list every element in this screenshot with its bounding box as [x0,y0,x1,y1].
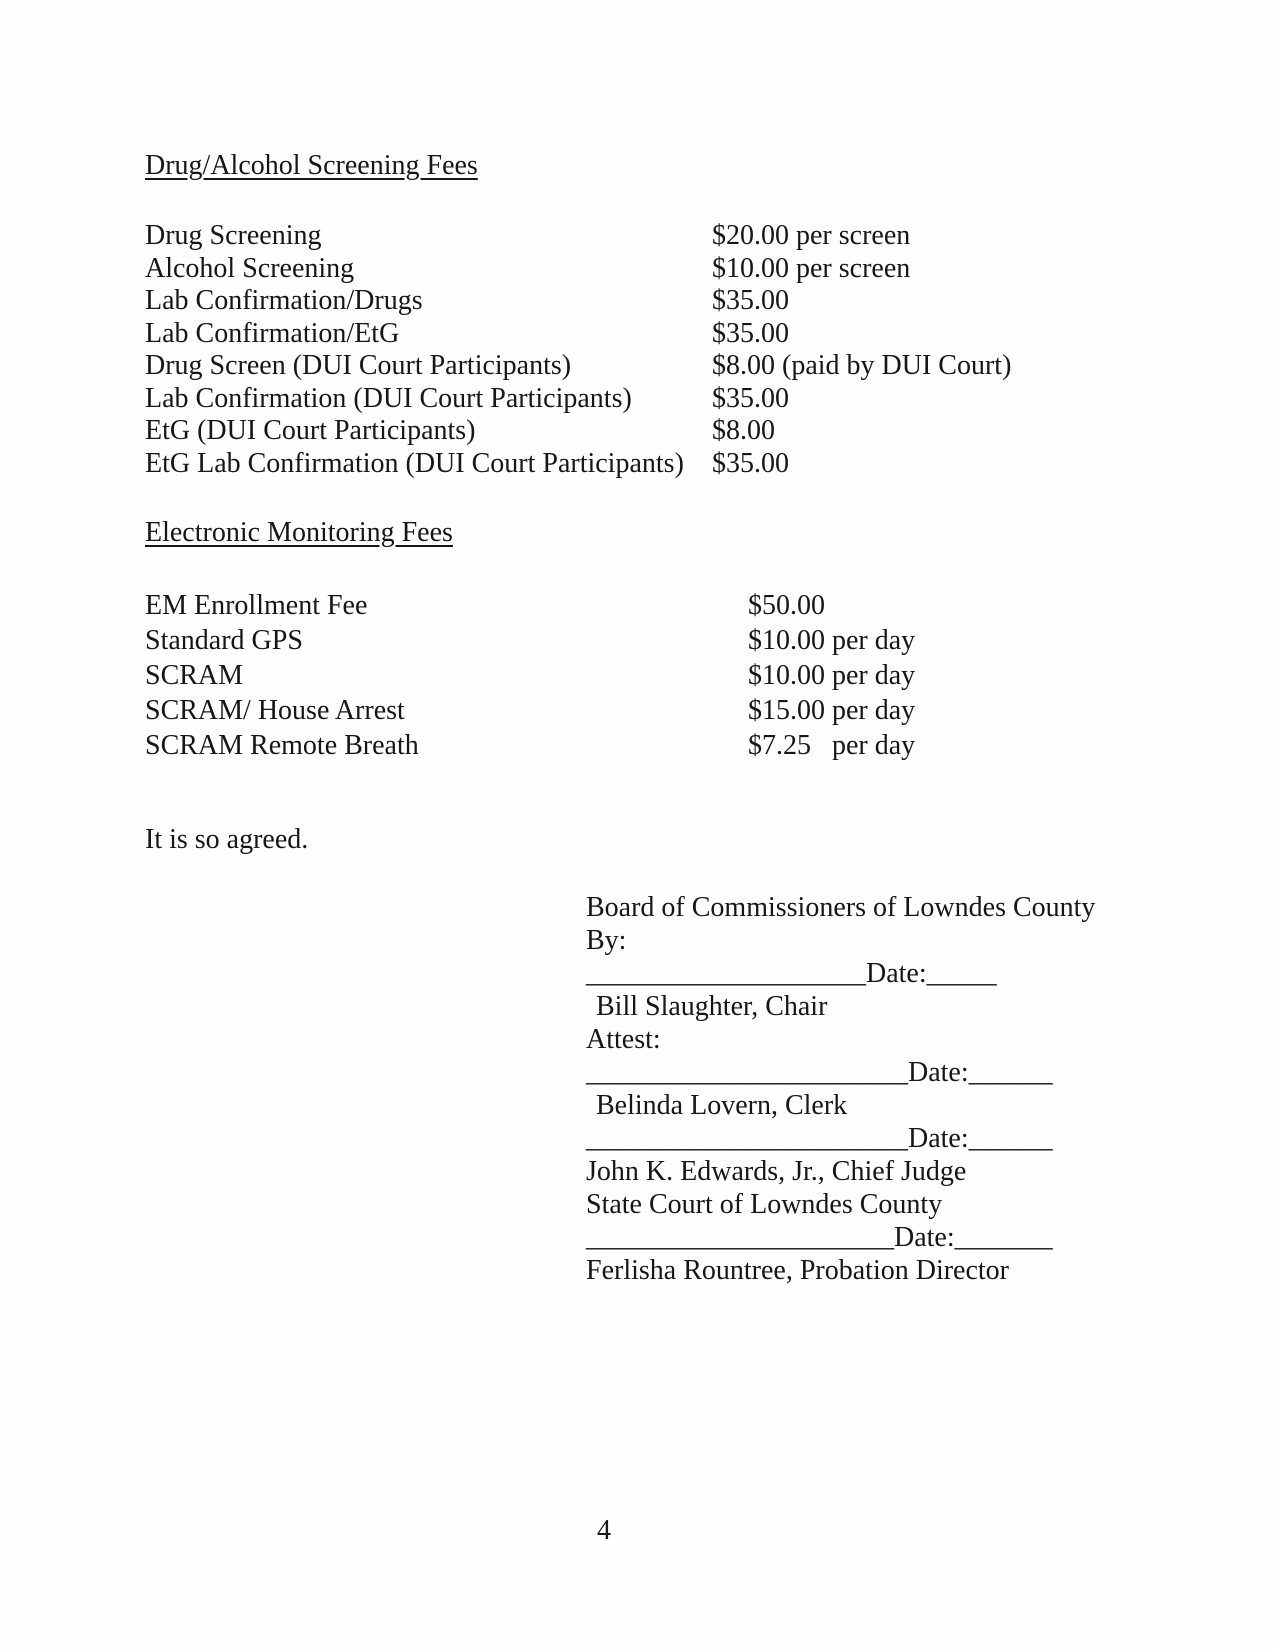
signature-block [586,891,1206,1287]
fee-row [145,285,1011,318]
fee-row [145,693,915,728]
fee-value: $35.00 [712,382,789,414]
fee-row [145,588,915,623]
fee-label: Lab Confirmation/Drugs [145,285,423,316]
signature-rule: ____________________ [586,958,866,989]
fee-label: EM Enrollment Fee [145,590,368,621]
fee-row [145,728,915,763]
fee-row [145,350,1011,383]
fee-row [145,318,1011,351]
by-label: By: [586,925,627,956]
fee-row [145,623,915,658]
fee-label: EtG Lab Confirmation (DUI Court Participants) [145,447,684,479]
date-rule: ______ [968,1123,1053,1154]
fee-row [145,658,915,693]
fee-value: $35.00 [712,447,789,479]
fee-value: $15.00 per day [748,695,916,726]
fee-row [145,415,1011,448]
fee-value: $8.00 (paid by DUI Court) [712,350,1012,381]
fee-label: Alcohol Screening [145,252,355,284]
fee-label: EtG (DUI Court Participants) [145,415,476,446]
fee-value: $7.25 per day [748,730,916,761]
fee-row [145,220,1011,253]
fee-value: $10.00 per screen [712,252,911,284]
signer-name: Ferlisha Rountree, Probation Director [586,1255,1010,1286]
fee-table-electronic-monitoring [145,588,915,763]
signature-rule: _______________________ [586,1057,908,1088]
fee-value: $35.00 [712,317,789,349]
fee-label: Drug Screening [145,220,322,251]
fee-label: Lab Confirmation/EtG [145,317,400,349]
fee-row [145,448,1011,481]
fee-row [145,253,1011,286]
signer-title: State Court of Lowndes County [586,1189,943,1220]
fee-value: $35.00 [712,285,789,316]
attest-label: Attest: [586,1024,661,1055]
signature-rule: _______________________ [586,1123,908,1154]
fee-label: Lab Confirmation (DUI Court Participants) [145,382,632,414]
fee-label: Standard GPS [145,625,303,656]
date-label: Date: [894,1222,955,1253]
signature-line [586,957,1206,990]
agreement-statement: It is so agreed. [145,824,309,855]
fee-row [145,383,1011,416]
date-rule: _____ [926,958,997,989]
signature-line [586,1122,1206,1155]
signing-organization: Board of Commissioners of Lowndes County [586,892,1096,923]
signer-name: Belinda Lovern, Clerk [596,1090,848,1121]
signature-line [586,1056,1206,1089]
fee-value: $50.00 [748,590,825,621]
fee-label: Drug Screen (DUI Court Participants) [145,350,572,381]
signer-name: John K. Edwards, Jr., Chief Judge [586,1156,967,1187]
fee-label: SCRAM/ House Arrest [145,695,405,726]
signer-name: Bill Slaughter, Chair [596,991,828,1022]
fee-value: $20.00 per screen [712,220,911,251]
fee-value: $8.00 [712,415,775,446]
section-heading-drug-alcohol-screening-fees: Drug/Alcohol Screening Fees [145,150,478,181]
date-label: Date: [866,958,927,989]
date-rule: ______ [968,1057,1053,1088]
fee-label: SCRAM Remote Breath [145,730,419,761]
page-number: 4 [597,1515,611,1546]
section-heading-electronic-monitoring-fees: Electronic Monitoring Fees [145,517,453,548]
date-label: Date: [908,1123,969,1154]
signature-line [586,1221,1206,1254]
fee-value: $10.00 per day [748,625,916,656]
fee-value: $10.00 per day [748,660,916,691]
date-label: Date: [908,1057,969,1088]
fee-label: SCRAM [145,660,244,691]
signature-rule: ______________________ [586,1222,894,1253]
fee-table-drug-alcohol [145,220,1011,480]
date-rule: _______ [954,1222,1053,1253]
